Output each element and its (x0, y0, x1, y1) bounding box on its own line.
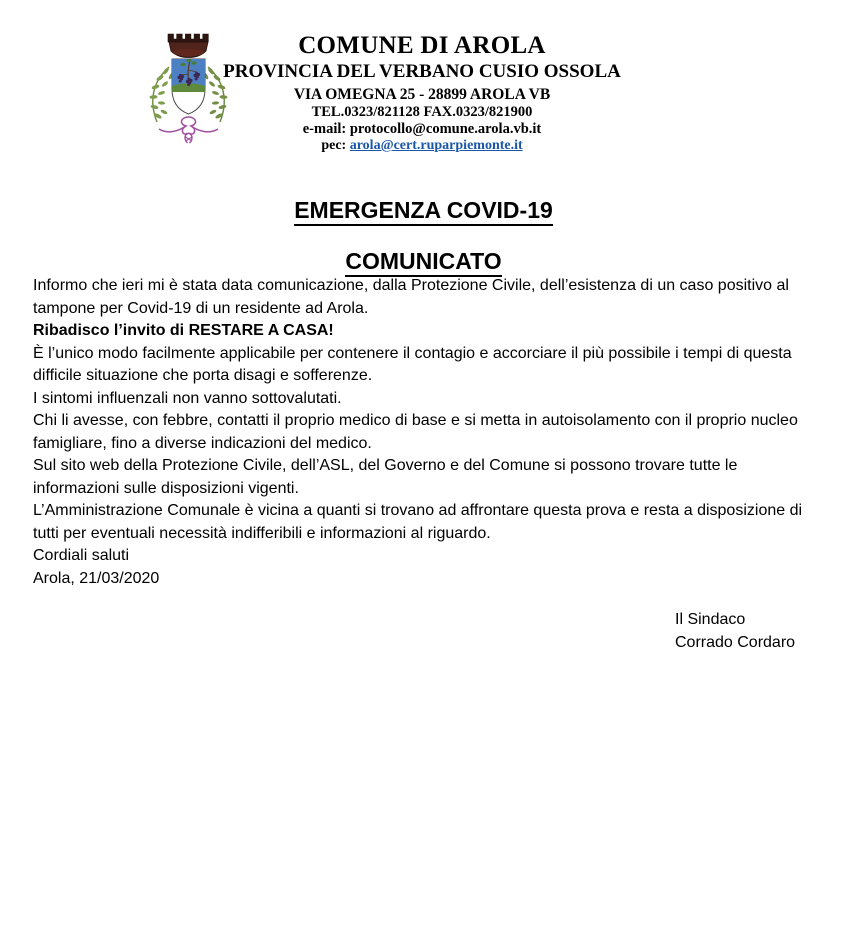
olive-branch-left-icon (149, 67, 174, 122)
email-address: protocollo@comune.arola.vb.it (349, 121, 542, 137)
province-line: PROVINCIA DEL VERBANO CUSIO OSSOLA (223, 61, 621, 82)
paragraph-line: I sintomi influenzali non vanno sottovalutati. (33, 389, 342, 407)
arola-coat-of-arms-icon (144, 30, 236, 144)
org-name: COMUNE DI AROLA (298, 32, 546, 59)
oak-branch-right-icon (203, 67, 228, 122)
websites-paragraph: Sul sito web della Protezione Civile, dell’ASL, del Governo e del Comune si possono trovare tutte le informazioni sulle disposizioni vigenti. (33, 457, 738, 497)
paragraph-line: Chi li avesse, con febbre, contatti il proprio medico di base e si metta in autoisolamento con il proprio nucleo famigliare, fino a diverse indicazioni del medico. (33, 412, 798, 452)
signature-role: Il Sindaco (675, 611, 746, 628)
document-body (0, 197, 844, 654)
email-line (0, 121, 844, 138)
pec-line (0, 138, 844, 154)
administration-paragraph: L’Amministrazione Comunale è vicina a quanti si trovano ad affrontare questa prova e resta a disposizione di tutti per eventuali necessità indifferibili e informazioni al riguardo. (33, 502, 803, 542)
closing-salutation: Cordiali saluti (33, 547, 130, 564)
signature-name: Corrado Cordaro (675, 633, 796, 651)
shield-icon (172, 59, 205, 114)
info-paragraph: Informo che ieri mi è stata data comunicazione, dalla Protezione Civile, dell’esistenza di un caso positivo al tampone per Covid-19 di un residente ad Arola. (33, 277, 789, 317)
pec-link[interactable]: arola@cert.ruparpiemonte.it (349, 138, 523, 153)
containment-paragraph: È l’unico modo facilmente applicabile per contenere il contagio e accorciare il più possibile i tempi di questa difficile situazione che porta disagi e sofferenze. (33, 344, 792, 384)
letterhead (0, 0, 844, 154)
ribbon-icon (159, 117, 218, 143)
stay-home-paragraph: Ribadisco l’invito di RESTARE A CASA! (33, 322, 334, 339)
pec-label: pec: (321, 138, 347, 153)
mural-crown-icon (168, 34, 208, 58)
phone-fax-line: TEL.0323/821128 FAX.0323/821900 (311, 104, 533, 120)
main-title: EMERGENZA COVID-19 (33, 197, 814, 224)
place-date: Arola, 21/03/2020 (33, 569, 160, 587)
symptoms-paragraph (33, 388, 814, 456)
address-line: VIA OMEGNA 25 - 28899 AROLA VB (293, 86, 551, 103)
signature-block (675, 609, 814, 654)
email-label: e-mail: (302, 121, 347, 137)
subtitle: COMUNICATO (33, 248, 814, 275)
